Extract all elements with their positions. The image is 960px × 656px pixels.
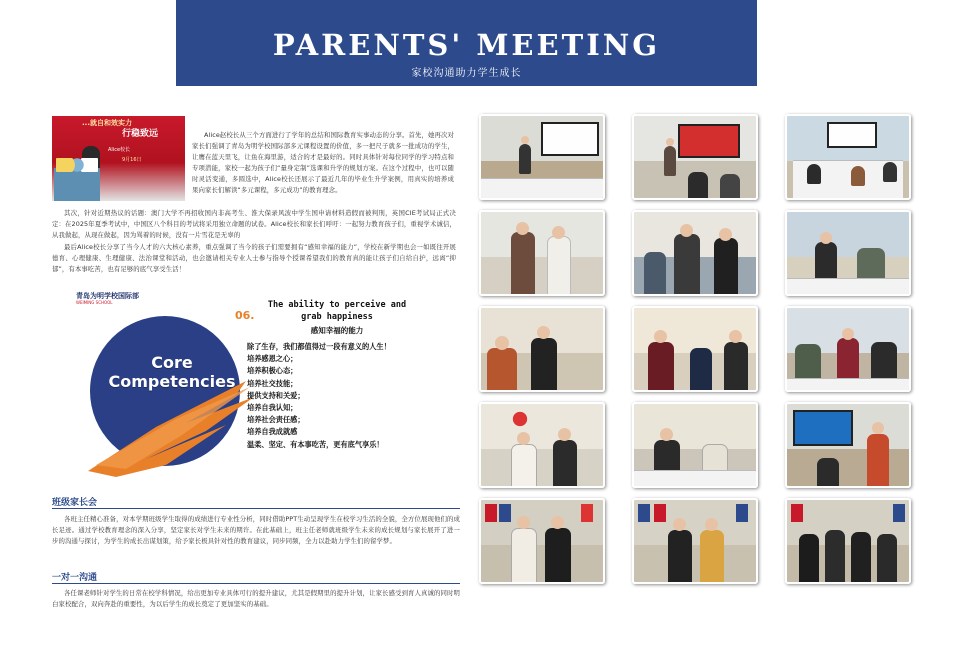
page-subtitle: 家校沟通助力学生成长 [411,68,522,79]
stage-banner-text: ...就自和效实力 [82,119,132,127]
photo-grid [479,114,913,582]
header-banner [176,0,757,86]
parent-meeting-photo [632,402,758,488]
list-item: 培养社交技能； [247,378,298,388]
section-number: 06. [235,309,255,322]
ability-english-title [257,299,417,323]
heading-divider [52,583,460,584]
list-item: 除了生存，我们都值得过一段有意义的人生！ [247,342,391,351]
teacher-conversation-photo [785,210,911,296]
school-logo-subtext: WEIMING SCHOOL [76,300,113,305]
school-logo-text: 青岛为明学校国际部 [76,292,139,300]
class-meeting-heading: 班级家长会 [52,498,98,508]
class-meeting-paragraph: 各班主任精心准备，对本学期班级学生取得的成绩进行专业性分析，同时借助PPT生动呈现学生在校学习生活的全貌，全方位展现他们的成长足迹。通过学校教育理念的深入分享，坚定家长对学生未来的期许。在此基础上，班主任老师就班级学生未来的成长规划与家长展开了进一步的沟通与探讨，为学生的成长出谋划策，给予家长极具针对性的教育建议，同步同频，全力以赴助力学生们的留学梦。 [52,515,460,546]
one-on-one-heading: 一对一沟通 [52,573,98,583]
classroom-photo [785,114,911,200]
intro-paragraph-1: Alice赵校长从三个方面进行了学年的总结和国际教育实事动态的分享。首先，她再次对家长们强调了青岛为明学校国际部多元课程设置的价值，多一把尺子就多一批成功的学生，让鹰在蓝天里飞，让鱼在海里游，适合的才是最好的。同时具体针对每位同学的学习特点和专项潜能，家校一起为孩子们“量身定制”选课和升学的规划方案。在这个过程中，也可以随时灵活变通，多圆选中，Alice校长还展示了最近几年的毕业生升学案例，用真实的培养成果向家长们解读“多元课程，多元成功”的教育理念。 [192,131,454,195]
flower-arrangement [56,158,98,172]
ability-english-line2: grab happiness [301,312,373,322]
intro-paragraph-3: 最后Alice校长分享了当今人才的六大核心素养，重点强调了当今的孩子们需要拥有“感知幸福的能力”，学校在新学期也会一如既往开展德育、心理健康、生理健康、法治课堂和活动，也会邀请相关专业人士参与指导个授课希望我们的教育真的能让孩子们自给自护，远离“抑郁”，有本事吃苦，也有足够的底气享受生活！ [52,243,456,274]
teacher-conversation-photo [632,210,758,296]
core-competencies-graphic [52,285,462,485]
list-item: 培养积极心态； [247,366,298,376]
list-item: 培养社会责任感； [247,415,305,425]
classroom-photo [632,114,758,200]
parent-meeting-photo [479,402,605,488]
list-item: 培养自我成就感 [247,427,298,437]
one-on-one-paragraph: 各任课老师针对学生的日常在校学科情况，给出更加专业具体可行的提升建议，尤其是假期里的提升计划，让家长感受到育人真诚的同时明白家校配合，双向奔赴的重要性，为以后学生的成长奠定了更加坚实的基础。 [52,589,460,609]
heading-divider [52,508,460,509]
teacher-conversation-photo [479,210,605,296]
award-photo [632,498,758,584]
ability-chinese-title: 感知幸福的能力 [310,326,364,335]
list-item: 提供支持和关爱； [247,390,305,400]
core-competencies-label [92,353,252,391]
podium [54,168,100,201]
stage-banner-date: 9月16日 [122,157,142,163]
stage-banner-name: Alice校长 [108,147,131,153]
award-photo [785,498,911,584]
ability-list [247,341,391,451]
core-label-line2: Competencies [108,372,236,391]
intro-paragraph-2: 其次，针对近期热议的话题：澳门大学不再招收国内非高考生、淮大保录风波中学生国申请材料造假而被判刑，英国CIE考试局正式决定：在2025年夏季考试中，中国区八个科目的考试将采用独立命题的试卷。Alice校长和家长们呼吁：一起努力教育孩子们，重视学术诚信，从我做起，从现在做起，因为骂着的时候，没有一片雪花是无辜的 [52,209,456,240]
list-item: 温柔、坚定、有本事吃苦，更有底气享乐！ [247,439,384,449]
teacher-conversation-photo [632,306,758,392]
ability-english-line1: The ability to perceive and [267,300,407,310]
page-title: PARENTS' MEETING [272,28,661,62]
parent-meeting-photo [785,402,911,488]
award-photo [479,498,605,584]
speaker-stage-photo [52,116,185,201]
core-label-line1: Core [151,353,193,372]
teacher-conversation-photo [479,306,605,392]
list-item: 培养自我认知； [247,403,298,413]
teacher-conversation-photo [785,306,911,392]
orange-brush-stroke [86,379,256,479]
stage-banner-headline: 行稳致远 [122,129,159,139]
list-item: 培养感恩之心； [247,354,298,364]
classroom-photo [479,114,605,200]
